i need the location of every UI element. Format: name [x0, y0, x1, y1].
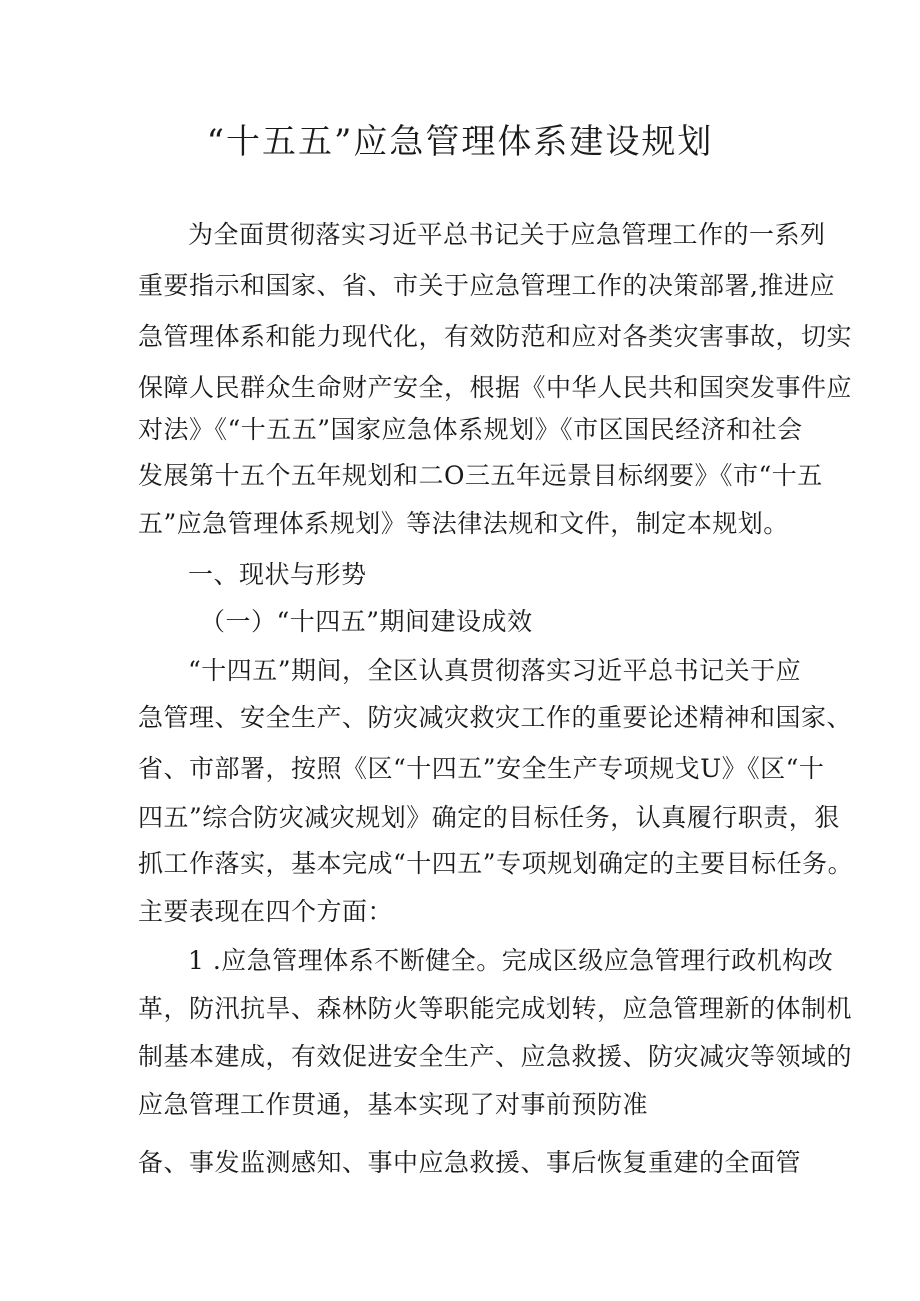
paragraph-line: 急管理体系和能力现代化，有效防范和应对各类灾害事故，切实 — [138, 322, 853, 351]
section-heading: 一、现状与形势 — [188, 560, 367, 589]
paragraph-line: 保障人民群众生命财产安全，根据《中华人民共和国突发事件应 — [138, 373, 853, 402]
paragraph-line: 四五”综合防灾减灾规划》确定的目标任务，认真履行职责，狠 — [138, 803, 840, 832]
paragraph-line: 革，防汛抗旱、森林防火等职能完成划转，应急管理新的体制机 — [138, 994, 853, 1023]
paragraph-line: 五”应急管理体系规划》等法律法规和文件，制定本规划。 — [138, 509, 789, 538]
paragraph-line: 1 .应急管理体系不断健全。完成区级应急管理行政机构改 — [188, 946, 834, 975]
paragraph-line: 主要表现在四个方面： — [138, 897, 394, 926]
paragraph-line: 对法》《“十五五”国家应急体系规划》《市区国民经济和社会 — [138, 415, 803, 444]
paragraph-line: 为全面贯彻落实习近平总书记关于应急管理工作的一系列 — [188, 220, 826, 249]
paragraph-line: 发展第十五个五年规划和二O三五年远景目标纲要》《市“十五 — [138, 461, 823, 490]
paragraph-line: 制基本建成，有效促进安全生产、应急救援、防灾减灾等领域的 — [138, 1042, 853, 1071]
page-title: “十五五”应急管理体系建设规划 — [206, 122, 714, 162]
paragraph-line: 应急管理工作贯通，基本实现了对事前预防准 — [138, 1090, 649, 1119]
paragraph-line: 备、事发监测感知、事中应急救援、事后恢复重建的全面管 — [138, 1148, 802, 1177]
paragraph-line: 重要指示和国家、省、市关于应急管理工作的决策部署,推进应 — [138, 271, 835, 300]
paragraph-line: 抓工作落实，基本完成“十四五”专项规划确定的主要目标任务。 — [138, 849, 854, 878]
paragraph-line: “十四五”期间，全区认真贯彻落实习近平总书记关于应 — [188, 656, 802, 685]
subsection-heading: （一）“十四五”期间建设成效 — [200, 607, 533, 636]
paragraph-line: 急管理、安全生产、防灾减灾救灾工作的重要论述精神和国家、 — [138, 703, 853, 732]
paragraph-line: 省、市部署，按照《区“十四五”安全生产专项规戈U》《区“十 — [138, 754, 825, 783]
